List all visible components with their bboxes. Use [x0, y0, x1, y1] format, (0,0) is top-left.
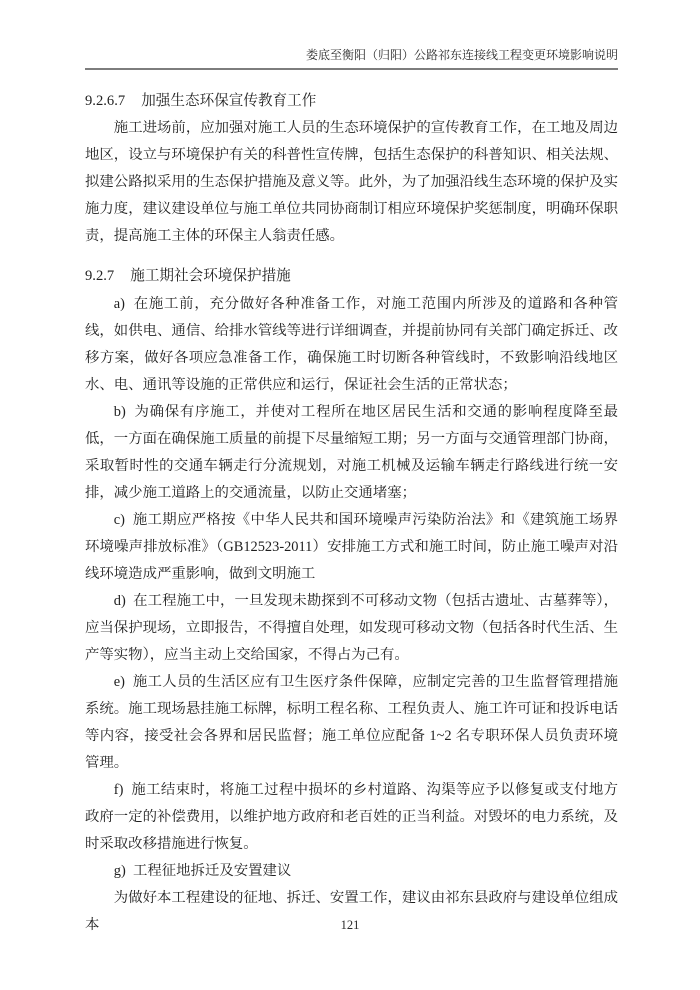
list-item-f: f) 施工结束时，将施工过程中损坏的乡村道路、沟渠等应予以修复或支付地方政府一定的补偿费用，以维护地方政府和老百姓的正当利益。对毁坏的电力系统，及时采取改移措施进行恢复。	[85, 782, 618, 852]
document-body	[85, 88, 618, 939]
list-item-g: g) 工程征地拆迁及安置建议	[113, 863, 292, 879]
list-item-e: e) 施工人员的生活区应有卫生医疗条件保障，应制定完善的卫生监督管理措施系统。施工现场悬挂施工标牌，标明工程名称、工程负责人、施工许可证和投诉电话等内容，接受社会各界和居民监督；施工单位应配备 1~2 名专职环保人员负责环境管理。	[85, 674, 618, 771]
section-heading-9-2-7	[85, 263, 618, 290]
list-item-b: b) 为确保有序施工，并使对工程所在地区居民生活和交通的影响程度降至最低，一方面在确保施工质量的前提下尽量缩短工期；另一方面与交通管理部门协商，采取暂时性的交通车辆走行分流规划，对施工机械及运输车辆走行路线进行统一安排，减少施工道路上的交通流量，以防止交通堵塞；	[85, 404, 618, 501]
paragraph-intro: 施工进场前，应加强对施工人员的生态环境保护的宣传教育工作，在工地及周边地区，设立与环境保护有关的科普性宣传牌，包括生态保护的科普知识、相关法规、拟建公路拟采用的生态保护措施及意义等。此外，为了加强沿线生态环境的保护及实施力度，建议建设单位与施工单位共同协商制订相应环境保护奖惩制度，明确环保职责，提高施工主体的环保主人翁责任感。	[85, 120, 618, 244]
page-number: 121	[340, 918, 360, 932]
section-number: 9.2.6.7	[85, 93, 126, 109]
list-item-a: a) 在施工前，充分做好各种准备工作，对施工范围内所涉及的道路和各种管线，如供电、通信、给排水管线等进行详细调查，并提前协同有关部门确定拆迁、改移方案，做好各项应急准备工作，确保施工时切断各种管线时，不致影响沿线地区水、电、通讯等设施的正常供应和运行，保证社会生活的正常状态；	[85, 296, 618, 393]
section-title: 加强生态环保宣传教育工作	[141, 93, 317, 109]
page-footer	[0, 918, 700, 933]
list-item-d: d) 在工程施工中，一旦发现未勘探到不可移动文物（包括古遗址、古墓葬等），应当保护现场，立即报告，不得擅自处理，如发现可移动文物（包括各时代生活、生产等实物），应当主动上交给国家，不得占为己有。	[85, 593, 618, 663]
section-title: 施工期社会环境保护措施	[130, 268, 291, 284]
running-title: 娄底至衡阳（归阳）公路祁东连接线工程变更环境影响说明	[305, 48, 618, 62]
section-number: 9.2.7	[85, 268, 115, 284]
section-heading-9-2-6-7	[85, 88, 618, 115]
paragraph-closing: 为做好本工程建设的征地、拆迁、安置工作，建议由祁东县政府与建设单位组成本	[85, 890, 618, 933]
list-item-c: c) 施工期应严格按《中华人民共和国环境噪声污染防治法》和《建筑施工场界环境噪声排放标准》（GB12523-2011）安排施工方式和施工时间，防止施工噪声对沿线环境造成严重影响，做到文明施工	[85, 512, 618, 582]
page-header	[85, 48, 618, 70]
